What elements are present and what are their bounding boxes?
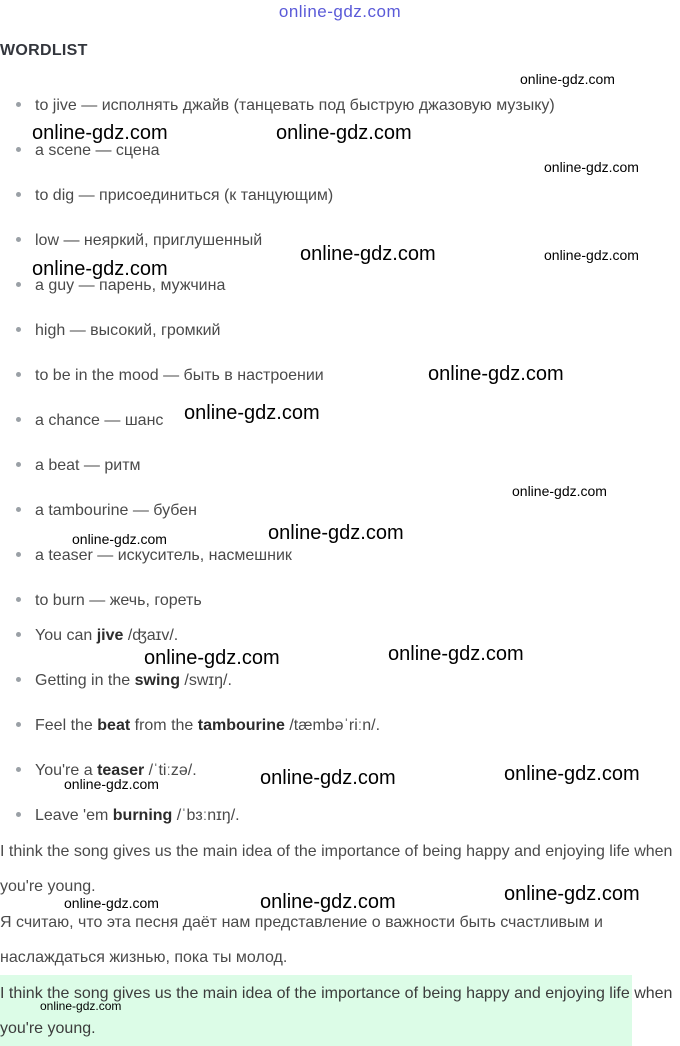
watermark: online-gdz.com [512, 483, 607, 499]
watermark: online-gdz.com [300, 243, 436, 265]
watermark: online-gdz.com [184, 402, 320, 424]
word-item: a tambourine — бубен [16, 502, 197, 520]
word-item: a scene — сцена [16, 142, 160, 160]
lyric-line: You're a teaser /ˈtiːzə/. [16, 762, 197, 780]
bullet-icon [16, 417, 21, 422]
bullet-icon [16, 722, 21, 727]
bullet-icon [16, 192, 21, 197]
lyric-line: Feel the beat from the tambourine /tæmbəˈriːn/. [16, 717, 380, 735]
word-item: a teaser — искуситель, насмешник [16, 547, 292, 565]
lyric-line: Leave 'em burning /ˈbɜːnɪŋ/. [16, 807, 240, 825]
site-banner[interactable]: online-gdz.com [278, 2, 402, 21]
bullet-icon [16, 597, 21, 602]
bullet-icon [16, 552, 21, 557]
watermark: online-gdz.com [64, 776, 159, 792]
bullet-icon [16, 372, 21, 377]
watermark: online-gdz.com [40, 999, 122, 1013]
bullet-icon [16, 327, 21, 332]
bullet-icon [16, 632, 21, 637]
word-item: to jive — исполнять джайв (танцевать под быструю джазовую музыку) [16, 97, 555, 115]
lyric-line: You can jive /ʤaɪv/. [16, 627, 178, 645]
wordlist-heading: WORDLIST [0, 42, 88, 59]
bullet-icon [16, 812, 21, 817]
bullet-icon [16, 767, 21, 772]
word-item: high — высокий, громкий [16, 322, 221, 340]
word-item: a guy — парень, мужчина [16, 277, 225, 295]
bullet-icon [16, 462, 21, 467]
watermark: online-gdz.com [520, 71, 615, 87]
bullet-icon [16, 102, 21, 107]
watermark: online-gdz.com [544, 159, 639, 175]
lyric-line: Getting in the swing /swɪŋ/. [16, 672, 232, 690]
watermark: online-gdz.com [260, 767, 396, 789]
watermark: online-gdz.com [504, 883, 640, 905]
watermark: online-gdz.com [32, 258, 168, 280]
watermark: online-gdz.com [276, 122, 412, 144]
watermark: online-gdz.com [504, 763, 640, 785]
paragraph-highlighted: I think the song gives us the main idea of the importance of being happy and enjoying life when you're young. [0, 985, 673, 1037]
bullet-icon [16, 147, 21, 152]
bullet-icon [16, 677, 21, 682]
bullet-icon [16, 282, 21, 287]
watermark: online-gdz.com [268, 522, 404, 544]
word-item: a beat — ритм [16, 457, 141, 475]
watermark: online-gdz.com [72, 531, 167, 547]
watermark: online-gdz.com [64, 895, 159, 911]
watermark: online-gdz.com [388, 643, 524, 665]
word-item: a chance — шанс [16, 412, 163, 430]
watermark: online-gdz.com [144, 647, 280, 669]
watermark: online-gdz.com [544, 247, 639, 263]
paragraph-russian: Я считаю, что эта песня даёт нам представление о важности быть счастливым и наслаждаться жизнью, пока ты молод. [0, 914, 603, 966]
watermark: online-gdz.com [428, 363, 564, 385]
bullet-icon [16, 507, 21, 512]
word-item: to dig — присоединиться (к танцующим) [16, 187, 333, 205]
watermark: online-gdz.com [32, 122, 168, 144]
bullet-icon [16, 237, 21, 242]
watermark: online-gdz.com [260, 891, 396, 913]
word-item: low — неяркий, приглушенный [16, 232, 262, 250]
word-item: to burn — жечь, гореть [16, 592, 202, 610]
word-item: to be in the mood — быть в настроении [16, 367, 324, 385]
paragraph-english: I think the song gives us the main idea of the importance of being happy and enjoying life when you're young. [0, 843, 673, 895]
